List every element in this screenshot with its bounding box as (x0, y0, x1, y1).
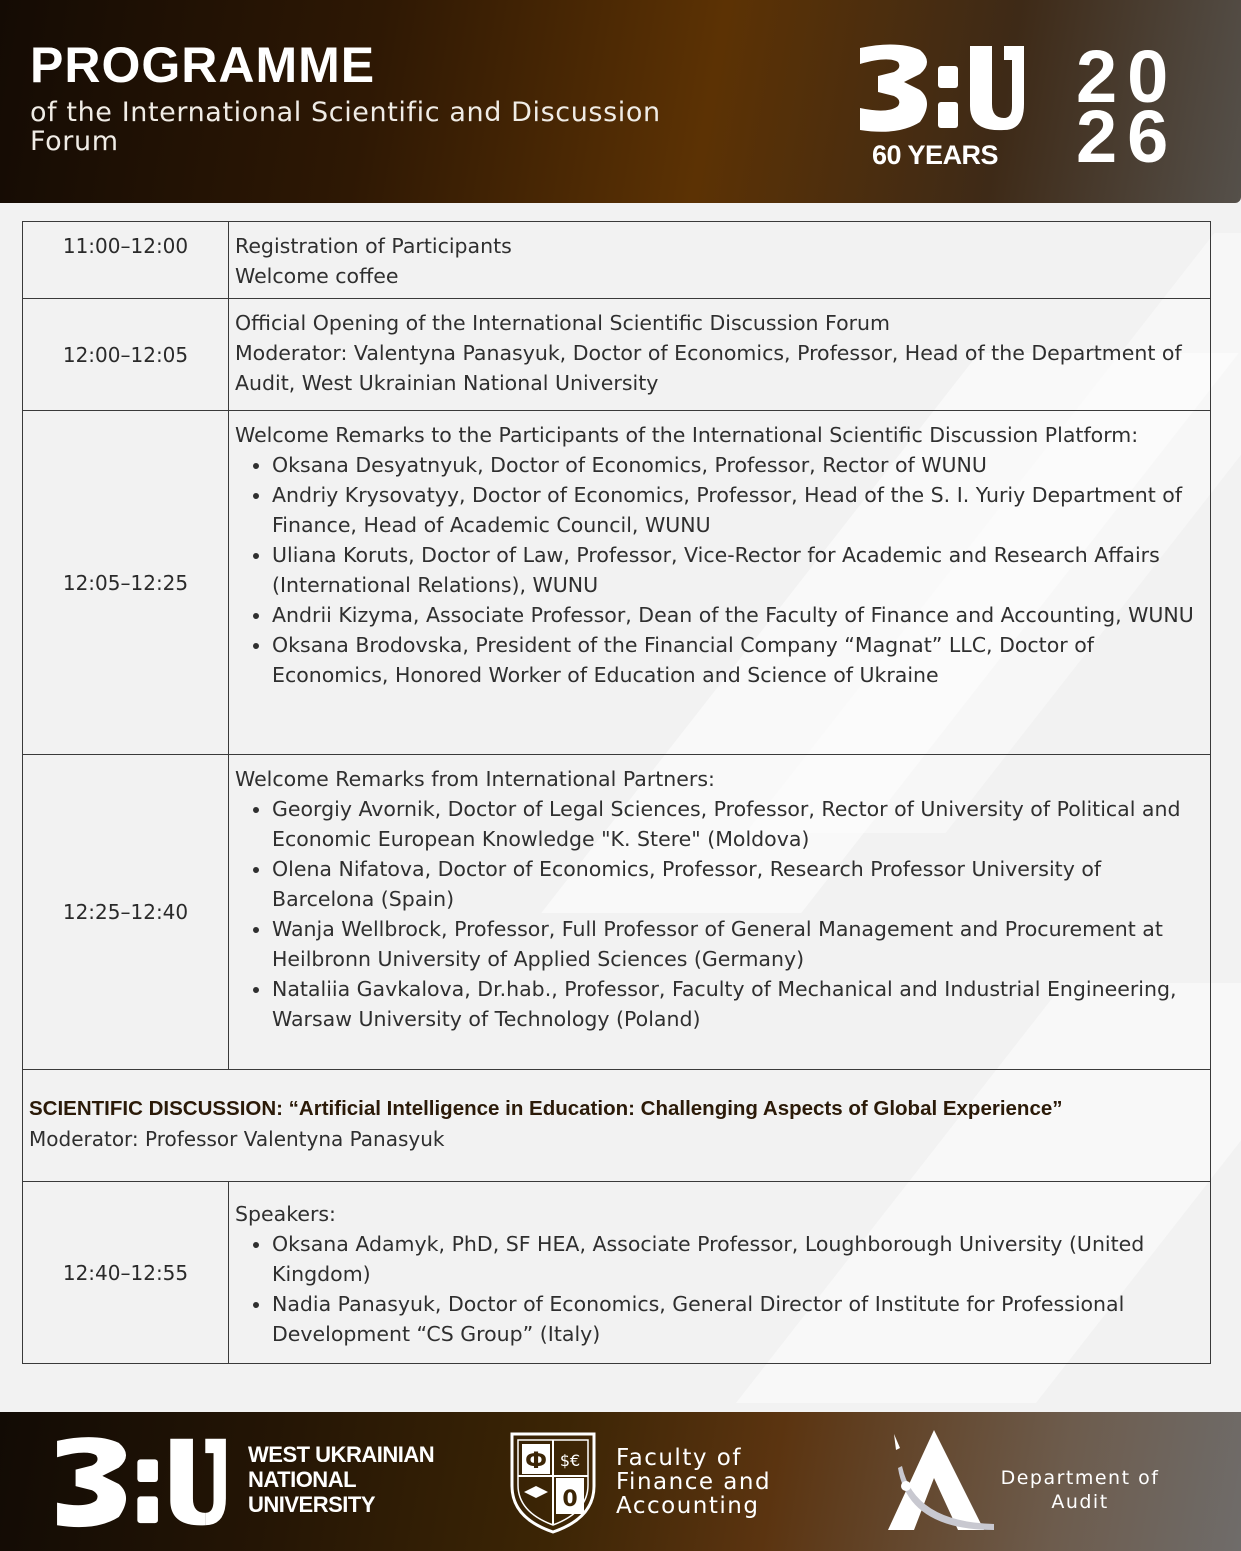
time-cell: 12:05–12:25 (23, 411, 229, 755)
page-subtitle: of the International Scientific and Discussion Forum (30, 97, 661, 157)
faculty-name (616, 1446, 771, 1518)
list-item: • Georgiy Avornik, Doctor of Legal Sciences, Professor, Rector of University of Political and Economic European Knowledge "K. Stere" (Moldova) (272, 794, 1204, 854)
university-name (248, 1442, 434, 1517)
content-cell (229, 222, 1211, 299)
content-cell (229, 299, 1211, 411)
faculty-line: Accounting (616, 1493, 760, 1519)
year-line-2: 26 (1076, 95, 1179, 178)
faculty-line: Finance and (616, 1469, 772, 1495)
list-item: • Olena Nifatova, Doctor of Economics, Professor, Research Professor University of Barcelona (Spain) (272, 854, 1204, 914)
row-line: Welcome coffee (235, 264, 399, 288)
table-row (23, 299, 1211, 411)
time-cell: 12:00–12:05 (23, 299, 229, 411)
header-banner (0, 0, 1241, 203)
page-title: PROGRAMME (30, 37, 376, 93)
discussion-cell (23, 1070, 1211, 1182)
row-intro: Welcome Remarks to the Participants of the International Scientific Discussion Platform: (235, 423, 1139, 447)
list-item: • Uliana Koruts, Doctor of Law, Professor, Vice-Rector for Academic and Research Affairs (International Relations), WUNU (272, 540, 1204, 600)
wunu-logo-icon (858, 40, 1028, 136)
university-line: WEST UKRAINIAN (248, 1442, 435, 1467)
discussion-moderator: Moderator: Professor Valentyna Panasyuk (29, 1127, 445, 1151)
row-line: Moderator: Valentyna Panasyuk, Doctor of Economics, Professor, Head of the Department of Audit, West Ukrainian National University (235, 341, 1182, 395)
speaker-list (235, 1229, 1204, 1349)
university-line: NATIONAL (248, 1467, 357, 1492)
university-line: UNIVERSITY (248, 1492, 376, 1517)
svg-text:Ф: Ф (525, 1449, 547, 1474)
list-item: • Oksana Adamyk, PhD, SF HEA, Associate Professor, Loughborough University (United Kingdom) (272, 1229, 1204, 1289)
list-item: • Andriy Krysovatyy, Doctor of Economics, Professor, Head of the S. I. Yuriy Department of Finance, Head of Academic Council, WUNU (272, 480, 1204, 540)
list-item: • Nataliia Gavkalova, Dr.hab., Professor, Faculty of Mechanical and Industrial Engineering, Warsaw University of Technology (Poland) (272, 974, 1204, 1034)
list-item: • Oksana Brodovska, President of the Financial Company “Magnat” LLC, Doctor of Economics, Honored Worker of Education and Science of Ukraine (272, 630, 1204, 690)
time-cell: 11:00–12:00 (23, 222, 229, 299)
svg-text:0: 0 (562, 1487, 578, 1512)
anniversary-label: 60 YEARS (872, 140, 999, 170)
speaker-list (235, 794, 1204, 1034)
table-row (23, 411, 1211, 755)
footer-banner (0, 1412, 1241, 1551)
department-line: Department of (1000, 1467, 1160, 1489)
svg-text:$€: $€ (559, 1451, 581, 1470)
content-cell (229, 1182, 1211, 1364)
row-line: Registration of Participants (235, 234, 512, 258)
wunu-logo-icon (55, 1432, 230, 1532)
list-item: • Andrii Kizyma, Associate Professor, Dean of the Faculty of Finance and Accounting, WUNU (272, 600, 1204, 630)
table-row (23, 1182, 1211, 1364)
row-intro: Speakers: (235, 1202, 336, 1226)
list-item: • Oksana Desyatnyuk, Doctor of Economics, Professor, Rector of WUNU (272, 450, 1204, 480)
table-row (23, 755, 1211, 1070)
faculty-line: Faculty of (616, 1445, 742, 1471)
speaker-list (235, 450, 1204, 690)
department-name (980, 1466, 1180, 1514)
list-item: • Wanja Wellbrock, Professor, Full Professor of General Management and Procurement at Heilbronn University of Applied Sciences (Germany) (272, 914, 1204, 974)
faculty-crest-icon (508, 1428, 598, 1536)
time-cell: 12:25–12:40 (23, 755, 229, 1070)
row-intro: Welcome Remarks from International Partners: (235, 767, 715, 791)
row-line: Official Opening of the International Scientific Discussion Forum (235, 311, 890, 335)
discussion-title: SCIENTIFIC DISCUSSION: “Artificial Intelligence in Education: Challenging Aspects of Global Experience” (29, 1097, 1063, 1120)
programme-table (22, 221, 1211, 1364)
list-item: • Nadia Panasyuk, Doctor of Economics, General Director of Institute for Professional Development “CS Group” (Italy) (272, 1289, 1204, 1349)
department-line: Audit (1051, 1491, 1109, 1513)
table-row (23, 222, 1211, 299)
discussion-row (23, 1070, 1211, 1182)
content-cell (229, 755, 1211, 1070)
time-cell: 12:40–12:55 (23, 1182, 229, 1364)
content-cell (229, 411, 1211, 755)
year-line-1: 20 (1076, 35, 1179, 118)
